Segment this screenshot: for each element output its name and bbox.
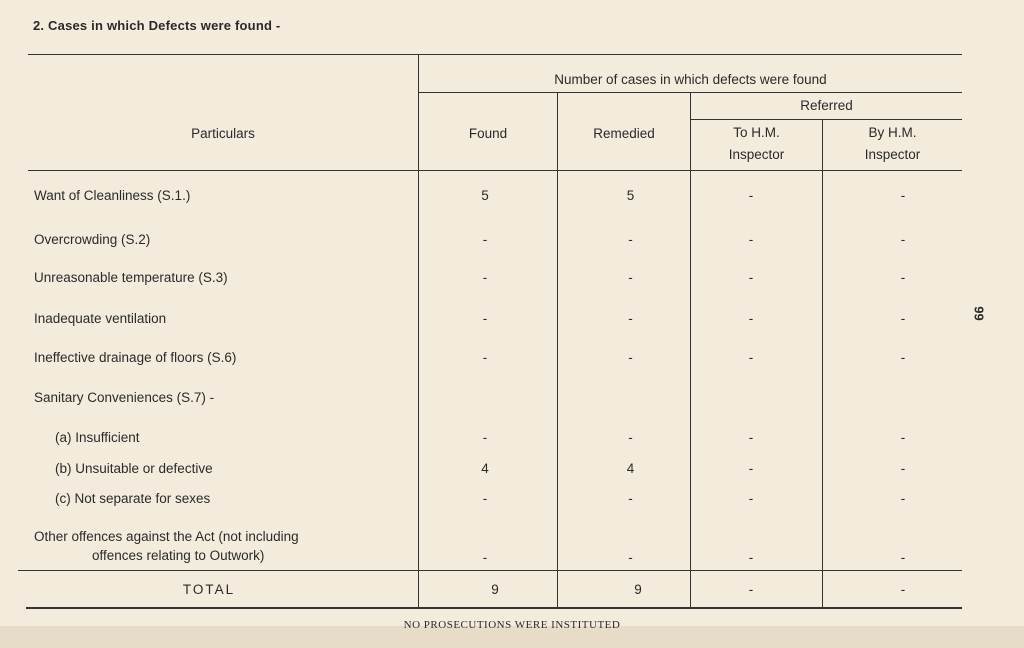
total-top-rule — [18, 570, 962, 571]
row-label: (c) Not separate for sexes — [55, 491, 211, 506]
row-to-hm: - — [748, 350, 754, 365]
page-number: 99 — [971, 306, 987, 321]
header-by-hm-line2: Inspector — [864, 147, 921, 162]
table-top-rule — [28, 54, 962, 55]
row-remedied: - — [628, 311, 633, 326]
header-referred: Referred — [800, 98, 853, 113]
row-found: - — [482, 311, 488, 326]
row-label: Inadequate ventilation — [34, 311, 167, 326]
row-to-hm: - — [748, 188, 754, 203]
header-remedied: Remedied — [593, 126, 655, 141]
row-label: Ineffective drainage of floors (S.6) — [34, 350, 237, 365]
row-label: Sanitary Conveniences (S.7) - — [34, 390, 215, 405]
row-by-hm: - — [900, 550, 906, 565]
row-found: 5 — [481, 188, 489, 203]
total-label: TOTAL — [182, 582, 236, 597]
row-to-hm: - — [748, 270, 754, 285]
footer-note: NO PROSECUTIONS WERE INSTITUTED — [403, 619, 621, 631]
row-label: Unreasonable temperature (S.3) — [34, 270, 228, 285]
total-found: 9 — [491, 582, 499, 597]
total-remedied: 9 — [634, 582, 642, 597]
header-to-hm-line1: To H.M. — [733, 125, 780, 140]
row-by-hm: - — [900, 232, 906, 247]
header-to-hm-line2: Inspector — [728, 147, 785, 162]
row-remedied: - — [628, 270, 633, 285]
row-label: (a) Insufficient — [55, 430, 140, 445]
total-by-hm: - — [900, 582, 906, 597]
row-remedied: - — [628, 550, 633, 565]
row-remedied: - — [628, 350, 633, 365]
total-to-hm: - — [748, 582, 754, 597]
header-by-hm-line1: By H.M. — [868, 125, 917, 140]
row-found: - — [482, 550, 488, 565]
row-to-hm: - — [748, 550, 754, 565]
row-by-hm: - — [900, 270, 906, 285]
row-by-hm: - — [900, 491, 906, 506]
row-found: 4 — [481, 461, 489, 476]
row-label: (b) Unsuitable or defective — [55, 461, 213, 476]
row-remedied: - — [628, 430, 633, 445]
header-found: Found — [468, 126, 508, 141]
row-by-hm: - — [900, 350, 906, 365]
row-by-hm: - — [900, 188, 906, 203]
row-found: - — [482, 270, 488, 285]
row-remedied: - — [628, 232, 633, 247]
row-to-hm: - — [748, 311, 754, 326]
row-to-hm: - — [748, 232, 754, 247]
header-number-of-cases: Number of cases in which defects were found — [554, 72, 827, 87]
section-heading: 2. Cases in which Defects were found - — [33, 18, 281, 33]
row-label-continuation: offences relating to Outwork) — [92, 548, 265, 563]
row-to-hm: - — [748, 491, 754, 506]
row-by-hm: - — [900, 461, 906, 476]
row-remedied: 4 — [626, 461, 635, 476]
referred-rule — [690, 119, 962, 120]
row-remedied: - — [628, 491, 633, 506]
header-particulars: Particulars — [191, 126, 255, 141]
row-label: Want of Cleanliness (S.1.) — [34, 188, 191, 203]
row-to-hm: - — [748, 461, 754, 476]
row-found: - — [482, 350, 488, 365]
row-found: - — [482, 430, 488, 445]
row-by-hm: - — [900, 311, 906, 326]
row-label: Other offences against the Act (not including — [34, 529, 299, 544]
row-to-hm: - — [748, 430, 754, 445]
row-found: - — [482, 232, 488, 247]
row-label: Overcrowding (S.2) — [34, 232, 151, 247]
row-remedied: 5 — [626, 188, 635, 203]
row-found: - — [482, 491, 488, 506]
row-by-hm: - — [900, 430, 906, 445]
